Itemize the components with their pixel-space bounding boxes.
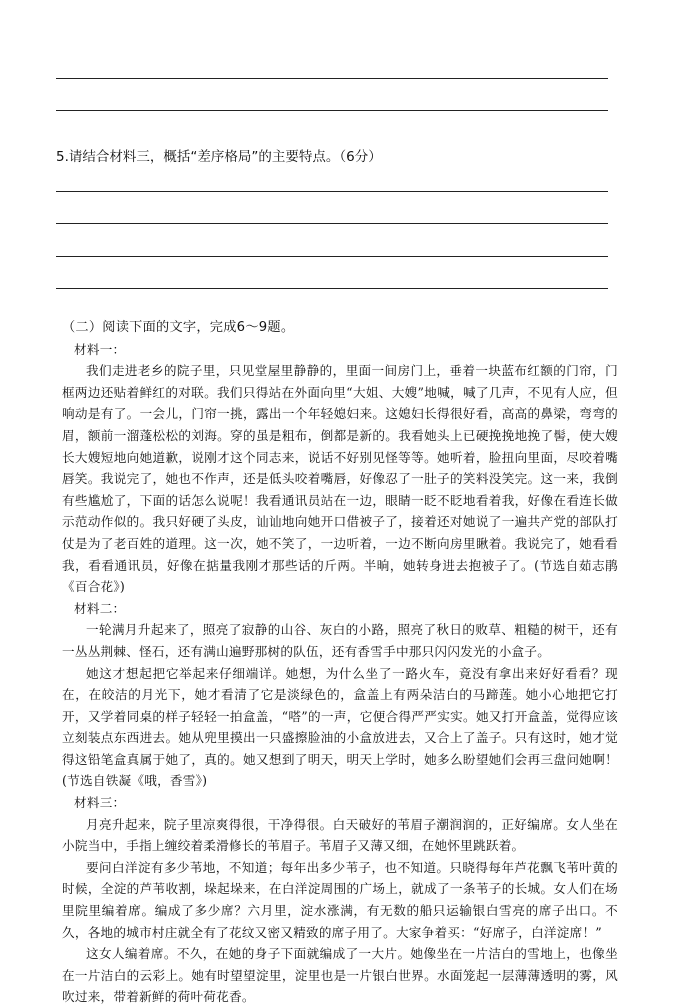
material-1-label: 材料一： xyxy=(74,341,126,357)
answer-line xyxy=(56,110,608,111)
material-2-label: 材料二： xyxy=(74,600,126,616)
material-3-paragraph: 要问白洋淀有多少苇地，不知道；每年出多少苇子，也不知道。只晓得每年芦花飘飞苇叶黄的时候，全淀的芦苇收割，垛起垛来，在白洋淀周围的广场上，就成了一条苇子的长城。女人们在场里院里编着席。编成了多少席？六月里，淀水涨满，有无数的船只运输银白雪亮的席子出口。不久，各地的城市村庄就全有了花纹又密又精致的席子用了。大家争着买：“好席子，白洋淀席！” xyxy=(62,859,618,940)
answer-line xyxy=(56,288,608,289)
material-2-paragraph: 一轮满月升起来了，照亮了寂静的山谷、灰白的小路，照亮了秋日的败草、粗糙的树干，还有一丛丛荆棘、怪石，还有满山遍野那树的队伍，还有香雪手中那只闪闪发光的小盒子。 xyxy=(62,622,618,659)
answer-line xyxy=(56,78,608,79)
reading-section xyxy=(62,317,618,1008)
section-title: （二）阅读下面的文字，完成6～9题。 xyxy=(62,320,295,335)
question-5: 5.请结合材料三，概括“差序格局”的主要特点。（6分） xyxy=(56,149,382,165)
material-1-paragraph: 我们走进老乡的院子里，只见堂屋里静静的，里面一间房门上，垂着一块蓝布红额的门帘，门框两边还贴着鲜红的对联。我们只得站在外面向里“大姐、大嫂”地喊，喊了几声，不见有人应，但响动是有了。一会儿，门帘一挑，露出一个年轻媳妇来。这媳妇长得很好看，高高的鼻梁，弯弯的眉，额前一溜蓬松松的刘海。穿的虽是粗布，倒都是新的。我看她头上已硬挽挽地挽了髻，使大嫂长大嫂短地向她道歉，说刚才这个同志来，说话不好别见怪等等。她听着，脸扭向里面，尽咬着嘴唇笑。我说完了，她也不作声，还是低头咬着嘴唇，好像忍了一肚子的笑料没笑完。这一来，我倒有些尴尬了，下面的话怎么说呢！我看通讯员站在一边，眼睛一眨不眨地看着我，好像在看连长做示范动作似的。我只好硬了头皮，讪讪地向她开口借被子了，接着还对她说了一遍共产党的部队打仗是为了老百姓的道理。这一次，她不笑了，一边听着，一边不断向房里瞅着。我说完了，她看看我，看看通讯员，好像在掂量我刚才那些话的斤两。半晌，她转身进去抱被子了。(节选自茹志鹃《百合花》) xyxy=(62,363,618,595)
material-3-paragraph: 月亮升起来，院子里凉爽得很，干净得很。白天破好的苇眉子潮润润的，正好编席。女人坐在小院当中，手指上缠绞着柔滑修长的苇眉子。苇眉子又薄又细，在她怀里跳跃着。 xyxy=(62,816,618,854)
answer-line xyxy=(56,256,608,257)
material-3-label: 材料三： xyxy=(74,795,126,811)
material-2-paragraph: 她这才想起把它举起来仔细端详。她想，为什么坐了一路火车，竟没有拿出来好好看看？现在，在皎洁的月光下，她才看清了它是淡绿色的，盒盖上有两朵洁白的马蹄莲。她小心地把它打开，又学着同桌的样子轻轻一拍盒盖，“嗒”的一声，它便合得严严实实。她又打开盒盖，觉得应该立刻装点东西进去。她从兜里摸出一只盛擦脸油的小盒放进去，又合上了盖子。只有这时，她才觉得这铅笔盒真属于她了，真的。她又想到了明天，明天上学时，她多么盼望她们会再三盘问她啊！(节选自铁凝《哦，香雪》) xyxy=(62,665,618,789)
answer-line xyxy=(56,223,608,224)
material-3-paragraph: 这女人编着席。不久，在她的身子下面就编成了一大片。她像坐在一片洁白的雪地上，也像坐在一片洁白的云彩上。她有时望望淀里，淀里也是一片银白世界。水面笼起一层薄薄透明的雾，风吹过来，带着新鲜的荷叶荷花香。 xyxy=(62,946,618,1005)
answer-line xyxy=(56,191,608,192)
